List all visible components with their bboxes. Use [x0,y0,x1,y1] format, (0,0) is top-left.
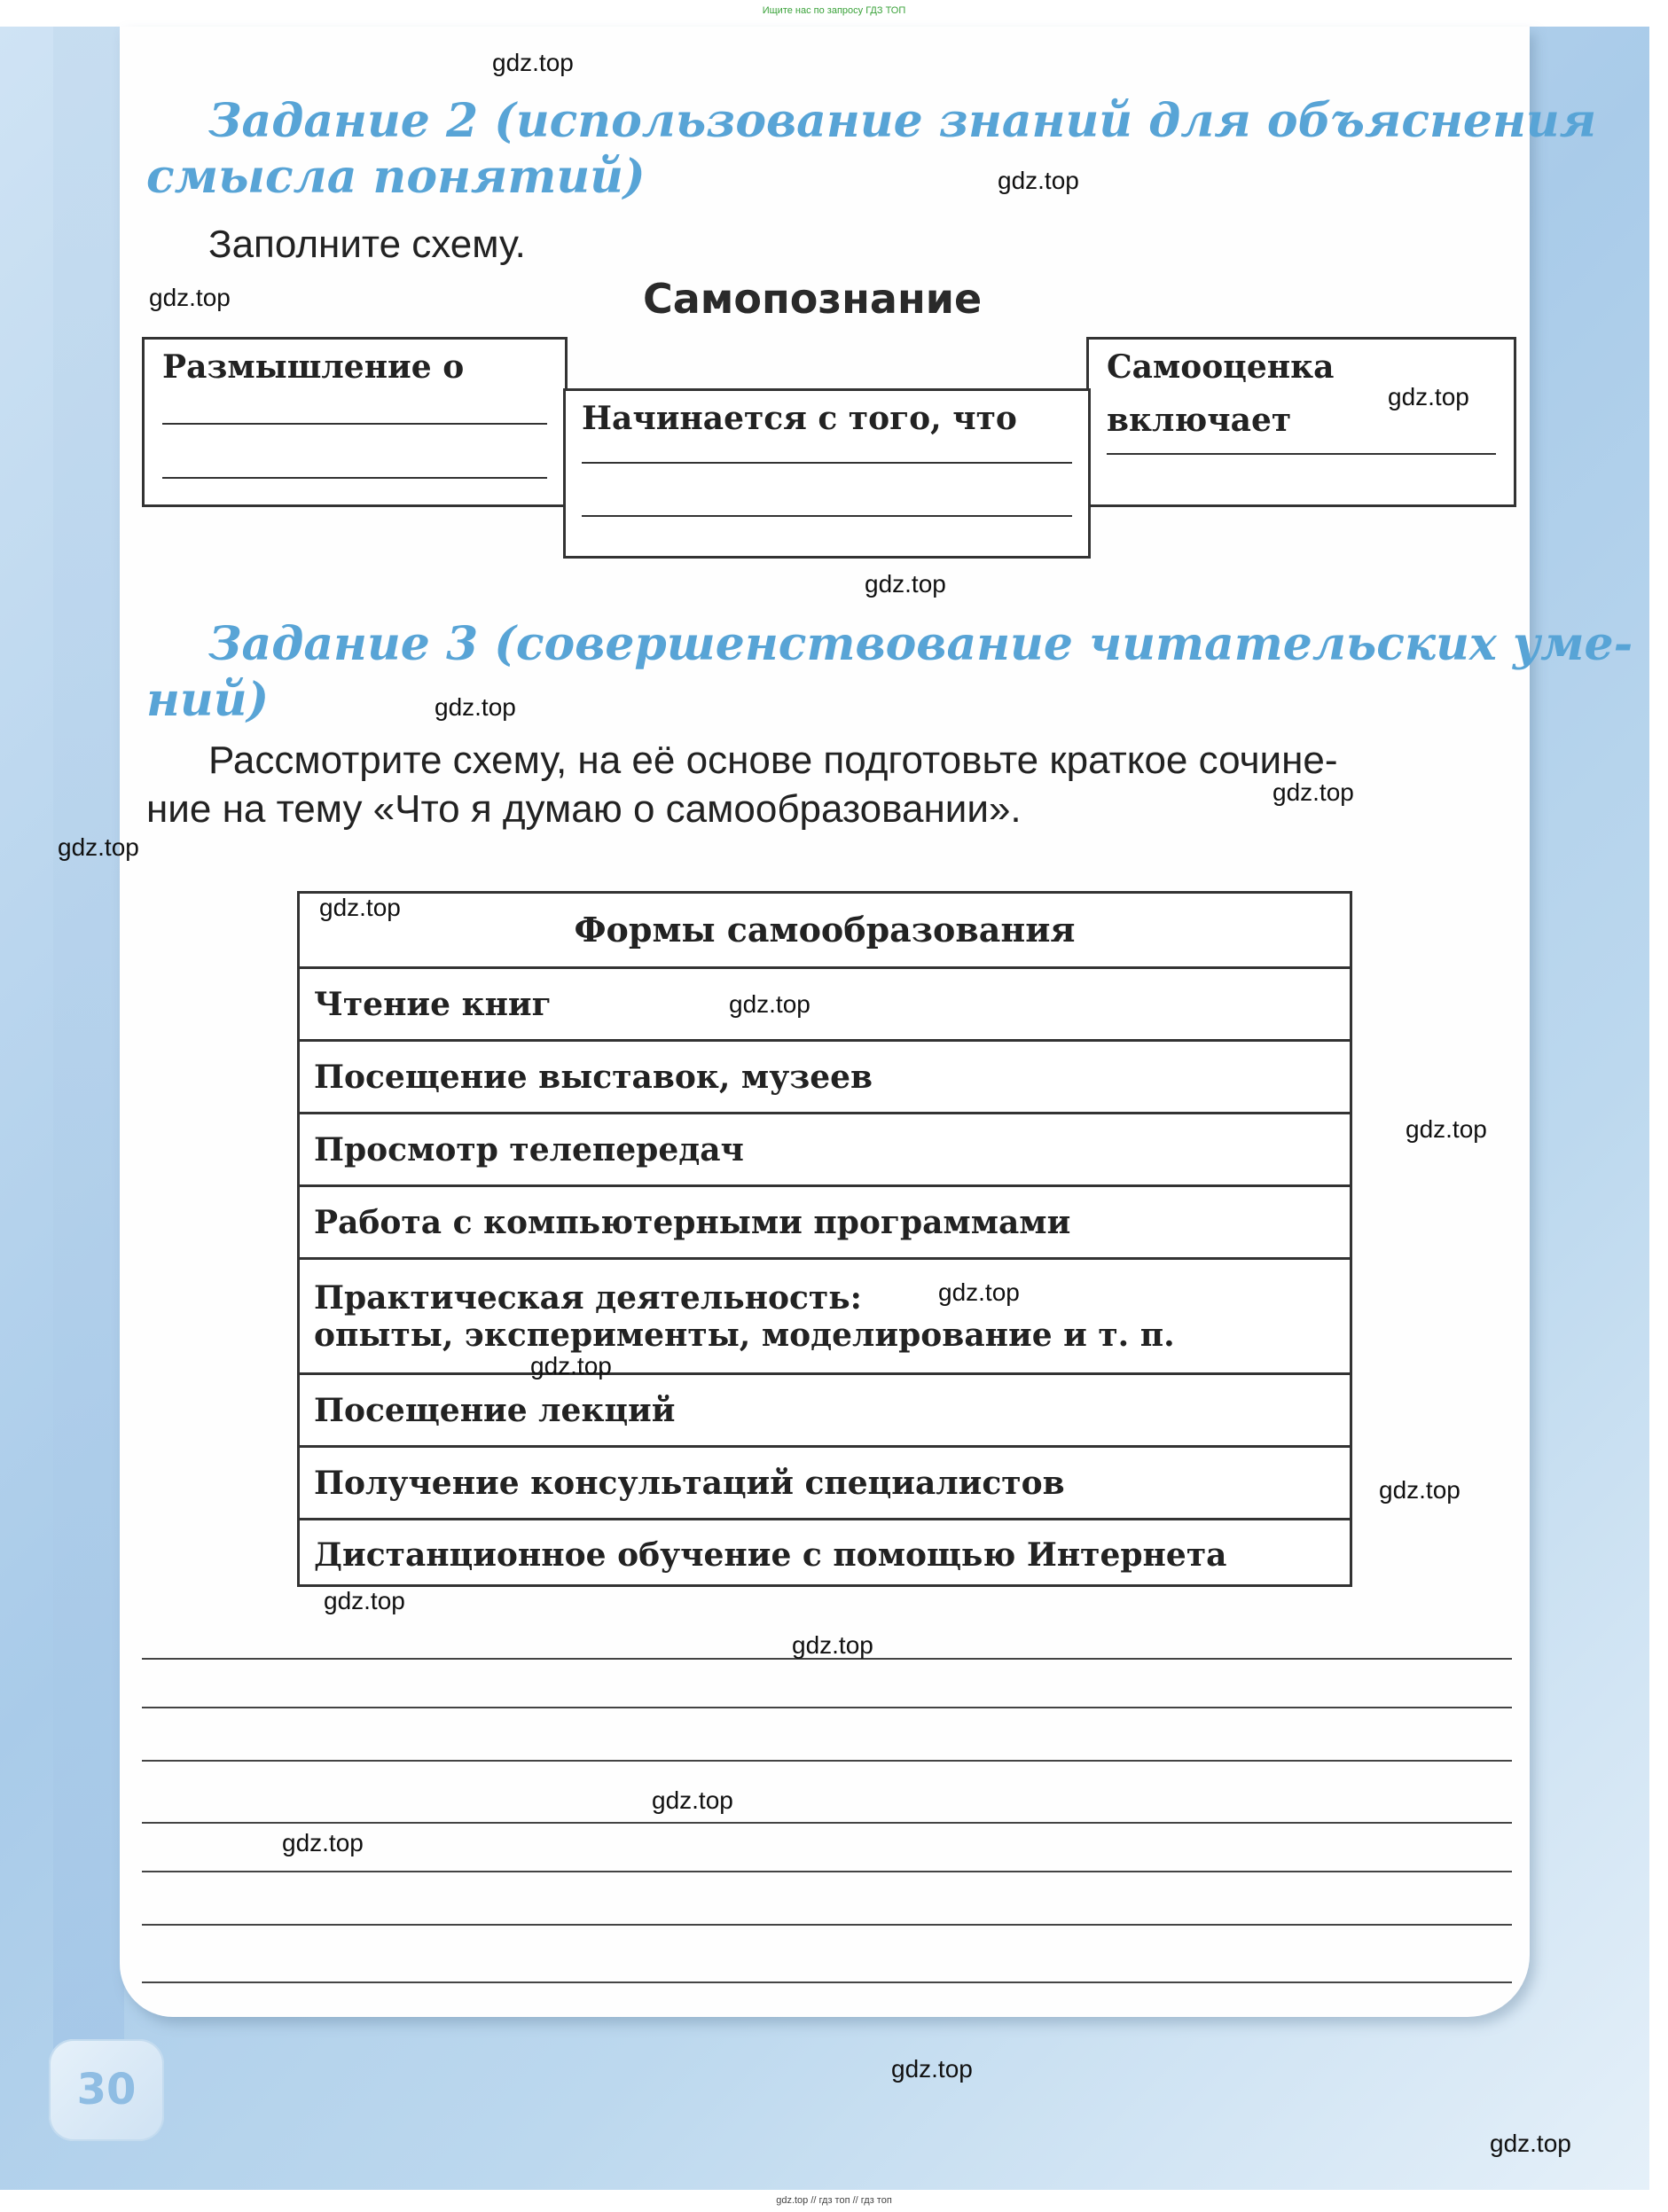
form-item-practical-line1: Практическая деятельность: [314,1278,862,1317]
scheme-box-starts-with [563,388,1091,559]
box-self-esteem-label-line1: Самооценка [1107,348,1335,386]
form-item-computer-programs: Работа с компьютерными программами [300,1184,1350,1257]
watermark: gdz.top [1379,1476,1460,1504]
watermark: gdz.top [891,2055,973,2083]
answer-line[interactable] [162,477,547,479]
watermark: gdz.top [58,833,139,861]
form-item-distance-learning: Дистанционное обучение с помощью Интернета [300,1518,1350,1589]
task3-instruction-line1: Рассмотрите схему, на её основе подготовьте краткое сочине- [208,739,1338,782]
scheme-box-reflection [142,337,568,507]
watermark: gdz.top [729,990,811,1018]
bottom-note: gdz.top // гдз топ // гдз топ [776,2195,892,2206]
task3-title-line1: Задание 3 (совершенствование читательских уме- [208,617,1633,671]
writing-line[interactable] [142,1822,1512,1824]
watermark: gdz.top [282,1829,364,1856]
watermark: gdz.top [652,1786,733,1814]
watermark: gdz.top [435,693,516,721]
form-item-tv: Просмотр телепередач [300,1112,1350,1184]
watermark: gdz.top [1388,383,1469,410]
answer-line[interactable] [582,515,1072,517]
form-item-practical [300,1257,1350,1372]
answer-line[interactable] [582,462,1072,464]
top-search-note: Ищите нас по запросу ГДЗ ТОП [762,5,906,16]
box-reflection-label: Размышление о [162,348,465,386]
watermark: gdz.top [324,1587,405,1614]
background-stripe [53,27,124,2057]
writing-line[interactable] [142,1924,1512,1926]
form-item-consultations: Получение консультаций специалистов [300,1445,1350,1518]
writing-line[interactable] [142,1981,1512,1983]
form-item-lectures: Посещение лекций [300,1372,1350,1445]
self-education-forms-table [297,891,1352,1587]
watermark: gdz.top [149,284,231,311]
task2-instruction: Заполните схему. [208,223,526,266]
box-starts-with-label: Начинается с того, что [582,400,1017,437]
page-number: 30 [49,2039,164,2141]
scheme-title-self-knowledge: Самопознание [643,275,983,323]
watermark: gdz.top [865,570,946,598]
form-item-exhibitions: Посещение выставок, музеев [300,1039,1350,1112]
task3-instruction-line2: ние на тему «Что я думаю о самообразовании». [146,787,1022,831]
scheme-box-self-esteem [1086,337,1516,507]
watermark: gdz.top [319,894,401,921]
writing-line[interactable] [142,1707,1512,1708]
form-item-practical-line2: опыты, эксперименты, моделирование и т. п. [314,1316,1175,1354]
watermark: gdz.top [792,1631,873,1659]
watermark: gdz.top [1273,778,1354,806]
watermark: gdz.top [492,49,574,76]
watermark: gdz.top [530,1352,612,1380]
writing-line[interactable] [142,1871,1512,1872]
answer-line[interactable] [1107,453,1496,455]
watermark: gdz.top [1406,1115,1487,1143]
watermark: gdz.top [998,167,1079,194]
watermark: gdz.top [1490,2130,1571,2157]
writing-line[interactable] [142,1760,1512,1762]
answer-line[interactable] [162,423,547,425]
task3-title-line2: ний) [146,673,270,727]
form-item-reading: Чтение книг [300,966,1350,1039]
task2-title-line1: Задание 2 (использование знаний для объяснения [208,94,1597,148]
forms-table-title: Формы самообразования [574,910,1076,950]
box-self-esteem-label-line2: включает [1107,402,1292,439]
task2-title-line2: смысла понятий) [146,150,646,204]
watermark: gdz.top [938,1278,1020,1306]
